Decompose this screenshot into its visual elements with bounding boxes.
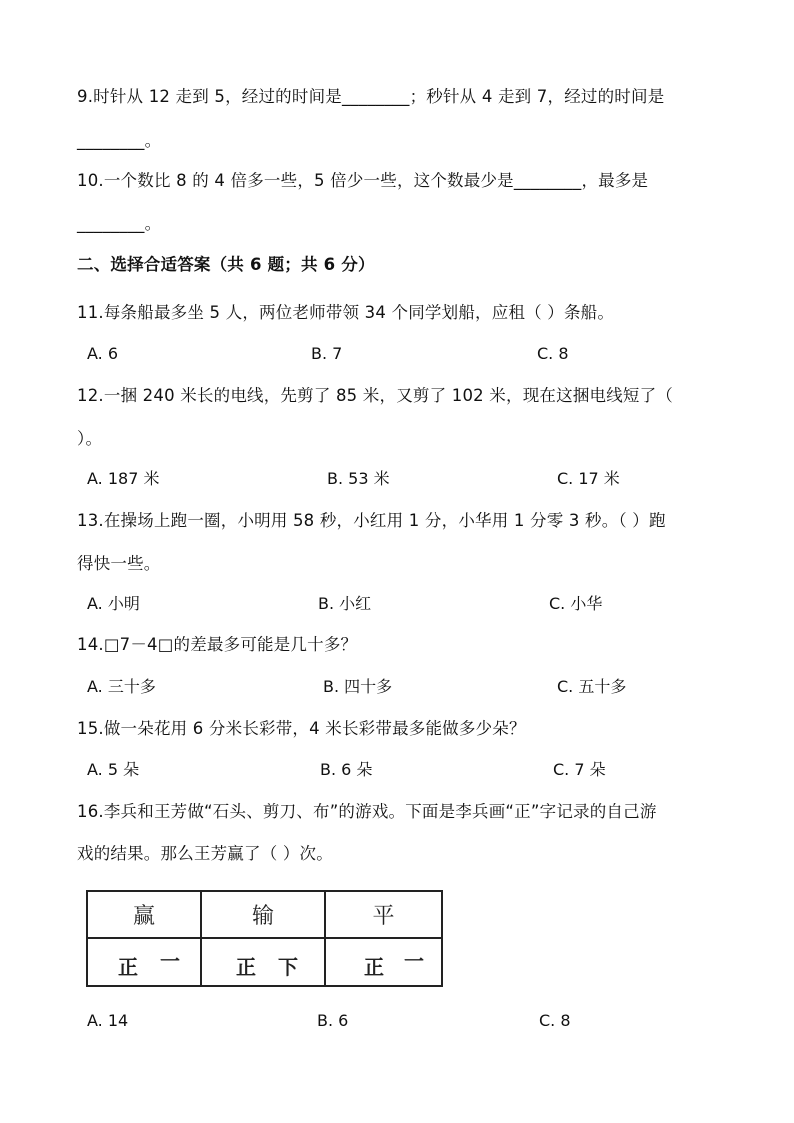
q9-text-line1: 9.时针从 12 走到 5，经过的时间是________；秒针从 4 走到 7，经过的时间是 [77,87,665,106]
tally-draw-cell [325,938,442,986]
q16-option-b[interactable]: B. 6 [317,1011,349,1030]
tally-table-header-row [87,891,442,938]
q14-option-a[interactable]: A. 三十多 [87,677,156,696]
q11-option-b[interactable]: B. 7 [311,344,343,363]
tally-draw-main: 正 [364,955,384,979]
header-draw: 平 [325,891,442,938]
q12-text-line1: 12.一捆 240 米长的电线，先剪了 85 米，又剪了 102 米，现在这捆电线短了（ [77,386,673,405]
tally-win-extra: 一 [160,949,180,973]
tally-lose-main: 正 [236,955,256,979]
q12-option-c[interactable]: C. 17 米 [557,469,620,488]
q13-text-line2: 得快一些。 [77,554,161,573]
tally-table-body-row [87,938,442,986]
q16-text-line1: 16.李兵和王芳做“石头、剪刀、布”的游戏。下面是李兵画“正”字记录的自己游 [77,802,657,821]
q12-text-line2: ）。 [77,429,103,448]
q13-option-a[interactable]: A. 小明 [87,594,140,613]
q13-text-line1: 13.在操场上跑一圈，小明用 58 秒，小红用 1 分，小华用 1 分零 3 秒。（ ）跑 [77,511,666,530]
q14-option-c[interactable]: C. 五十多 [557,677,627,696]
q12-option-a[interactable]: A. 187 米 [87,469,160,488]
tally-lose-extra: 下 [278,955,298,979]
q9-text-line2: ________。 [77,131,162,150]
q15-option-a[interactable]: A. 5 朵 [87,760,140,779]
q12-option-b[interactable]: B. 53 米 [327,469,390,488]
q16-text-line2: 戏的结果。那么王芳赢了（ ）次。 [77,844,333,863]
tally-lose-cell [201,938,325,986]
q11-option-a[interactable]: A. 6 [87,344,119,363]
q10-text-line2: ________。 [77,214,162,233]
tally-record-table [86,890,443,987]
q16-option-c[interactable]: C. 8 [539,1011,571,1030]
q15-text: 15.做一朵花用 6 分米长彩带，4 米长彩带最多能做多少朵？ [77,719,526,738]
q13-option-b[interactable]: B. 小红 [318,594,372,613]
header-lose: 输 [201,891,325,938]
q14-text: 14.□7－4□的差最多可能是几十多？ [77,635,358,654]
q11-text: 11.每条船最多坐 5 人，两位老师带领 34 个同学划船，应租（ ）条船。 [77,303,615,322]
section-heading: 二、选择合适答案（共 6 题；共 6 分） [77,255,375,274]
q15-option-b[interactable]: B. 6 朵 [320,760,373,779]
tally-win-main: 正 [118,955,138,979]
q16-option-a[interactable]: A. 14 [87,1011,129,1030]
q11-option-c[interactable]: C. 8 [537,344,569,363]
q10-text-line1: 10.一个数比 8 的 4 倍多一些，5 倍少一些，这个数最少是________，最多是 [77,171,649,190]
q15-option-c[interactable]: C. 7 朵 [553,760,606,779]
tally-win-cell [87,938,201,986]
tally-draw-extra: 一 [404,949,424,973]
q13-option-c[interactable]: C. 小华 [549,594,603,613]
q14-option-b[interactable]: B. 四十多 [323,677,393,696]
header-win: 赢 [87,891,201,938]
